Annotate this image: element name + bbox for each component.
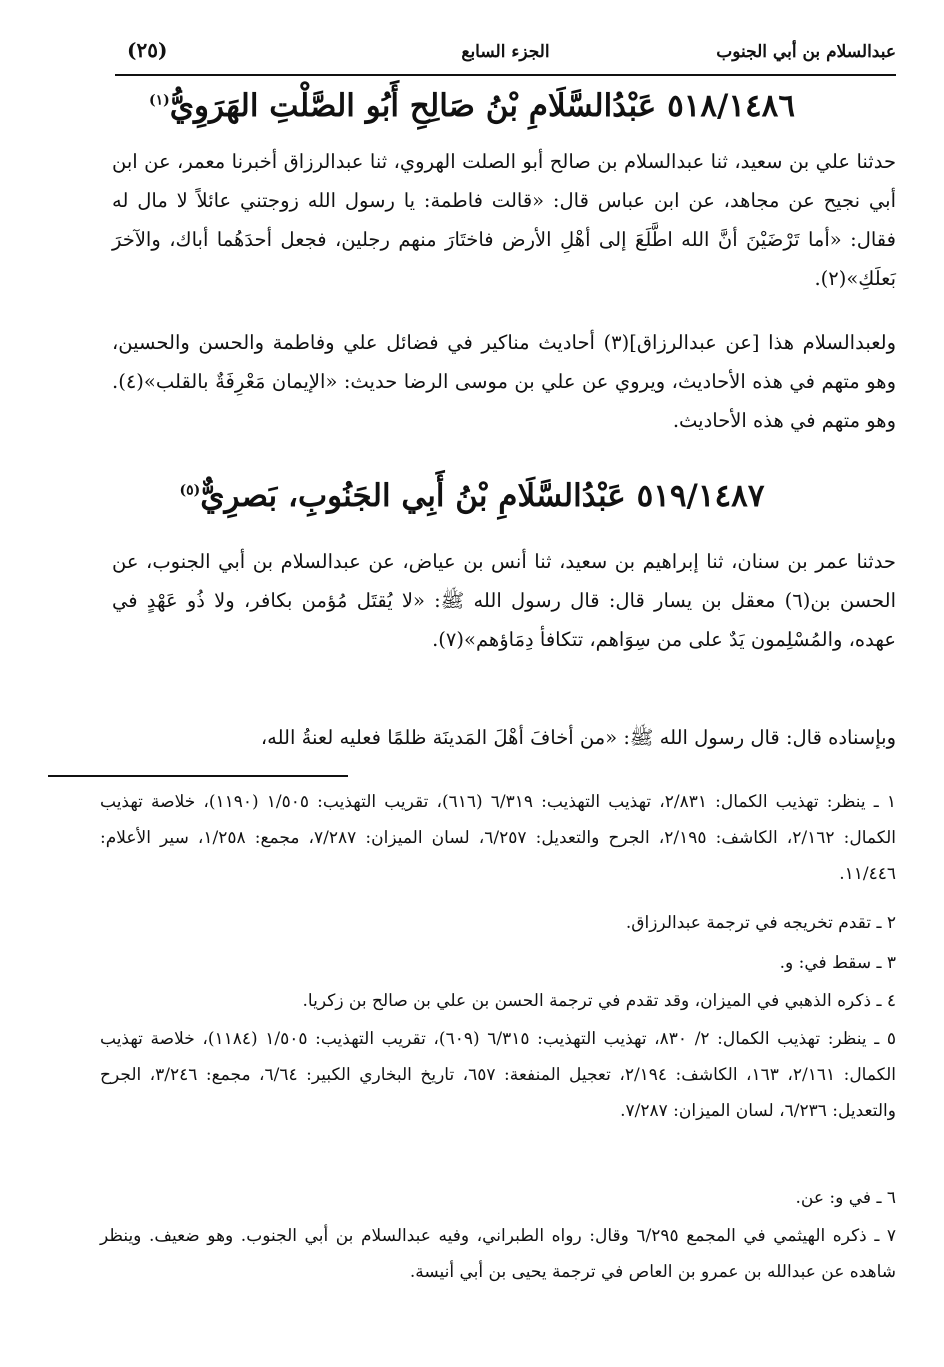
footnote: ٤ ـ ذكره الذهبي في الميزان، وقد تقدم في ترجمة الحسن بن علي بن صالح بن زكريا. [302, 991, 896, 1011]
entry-heading [110, 478, 834, 514]
body-paragraph: حدثنا عمر بن سنان، ثنا إبراهيم بن سعيد، ثنا أنس بن عياض، عن عبدالسلام بن أبي الجنوب، عن الحسن بن(٦) معقل بن يسار قال: قال رسول الله ﷺ: «لا يُقتَل مُؤمن بكافر، ولا ذُو عَهْدٍ في عهده، والمُسْلِمون يَدٌ على من سِوَاهم، تتكافأ دِمَاؤهم»(٧). [112, 550, 897, 651]
footnote-ref: (٥) [179, 482, 201, 499]
footnote: ٢ ـ تقدم تخريجه في ترجمة عبدالرزاق. [625, 913, 896, 933]
body-paragraph: ولعبدالسلام هذا [عن عبدالرزاق](٣) أحاديث مناكير في فضائل علي وفاطمة والحسن والحسين، وهو متهم في هذه الأحاديث، ويروي عن علي بن موسى الرضا حديث: «الإيمان مَعْرِفَةٌ بالقلب»(٤). وهو متهم في هذه الأحاديث. [112, 331, 896, 432]
entry-heading [110, 88, 834, 124]
body-paragraph: وبإسناده قال: قال رسول الله ﷺ: «من أخافَ أهْلَ المَدينَة ظلمًا فعليه لعنةُ الله، [260, 726, 896, 749]
footnote: ٣ ـ سقط في: و. [779, 953, 896, 973]
footnote-ref: (١) [149, 92, 170, 109]
body-paragraph: حدثنا علي بن سعيد، ثنا عبدالسلام بن صالح أبو الصلت الهروي، ثنا عبدالرزاق أخبرنا معمر، عن ابن أبي نجيح عن مجاهد، عن ابن عباس قال: «قالت فاطمة: يا رسول الله زوجتني عائلاً لا مال له فقال: «أما تَرْضَيْنَ أنَّ الله اطَّلَعَ إلى أهْلِ الأرض فاختَارَ منهم رجلين، فجعل أحدَهُما أباك، والآخرَ بَعلَكِ»(٢). [112, 150, 896, 290]
footnote: ٥ ـ ينظر: تهذيب الكمال: ٢/ ٨٣٠، تهذيب التهذيب: ٦/٣١٥ (٦٠٩)، تقريب التهذيب: ١/٥٠٥ (١١٨٤)، خلاصة تهذيب الكمال: ٢/١٦١، ١٦٣، الكاشف: ٢/١٩٤، تعجيل المنفعة: ٦٥٧، تاريخ البخاري الكبير: ٦/٦٤، مجمع: ٣/٢٤٦، الجرح والتعديل: ٦/٢٣٦، لسان الميزان: ٧/٢٨٧. [100, 1029, 896, 1121]
running-title: عبدالسلام بن أبي الجنوب [716, 42, 896, 62]
footnote: ١ ـ ينظر: تهذيب الكمال: ٢/٨٣١، تهذيب التهذيب: ٦/٣١٩ (٦١٦)، تقريب التهذيب: ١/٥٠٥ (١١٩٠)، خلاصة تهذيب الكمال: ٢/١٦٢، الكاشف: ٢/١٩٥، الجرح والتعديل: ٦/٢٥٧، لسان الميزان: ٧/٢٨٧، مجمع: ١/٢٥٨، سير الأعلام: ١١/٤٤٦. [100, 792, 897, 884]
volume-label: الجزء السابع [461, 42, 550, 62]
footnote-divider [48, 775, 348, 777]
footnote: ٦ ـ في و: عن. [795, 1188, 896, 1208]
footnote: ٧ ـ ذكره الهيثمي في المجمع ٦/٢٩٥ وقال: رواه الطبراني، وفيه عبدالسلام بن أبي الجنوب. وهو ضعيف. وينظر شاهده عن عبدالله بن عمرو بن العاص في ترجمة يحيى بن أبي أنيسة. [100, 1226, 896, 1282]
entry-heading-text: ٥١٨/١٤٨٦ عَبْدُالسَّلَامِ بْنُ صَالِحِ أَبُو الصَّلْتِ الهَرَوِيُّ [169, 88, 795, 124]
entry-heading-text: ٥١٩/١٤٨٧ عَبْدُالسَّلَامِ بْنُ أَبِي الجَنُوبِ، بَصرِيٌّ [200, 478, 765, 514]
page-number: (٢٥) [127, 38, 168, 62]
running-header [115, 30, 896, 76]
